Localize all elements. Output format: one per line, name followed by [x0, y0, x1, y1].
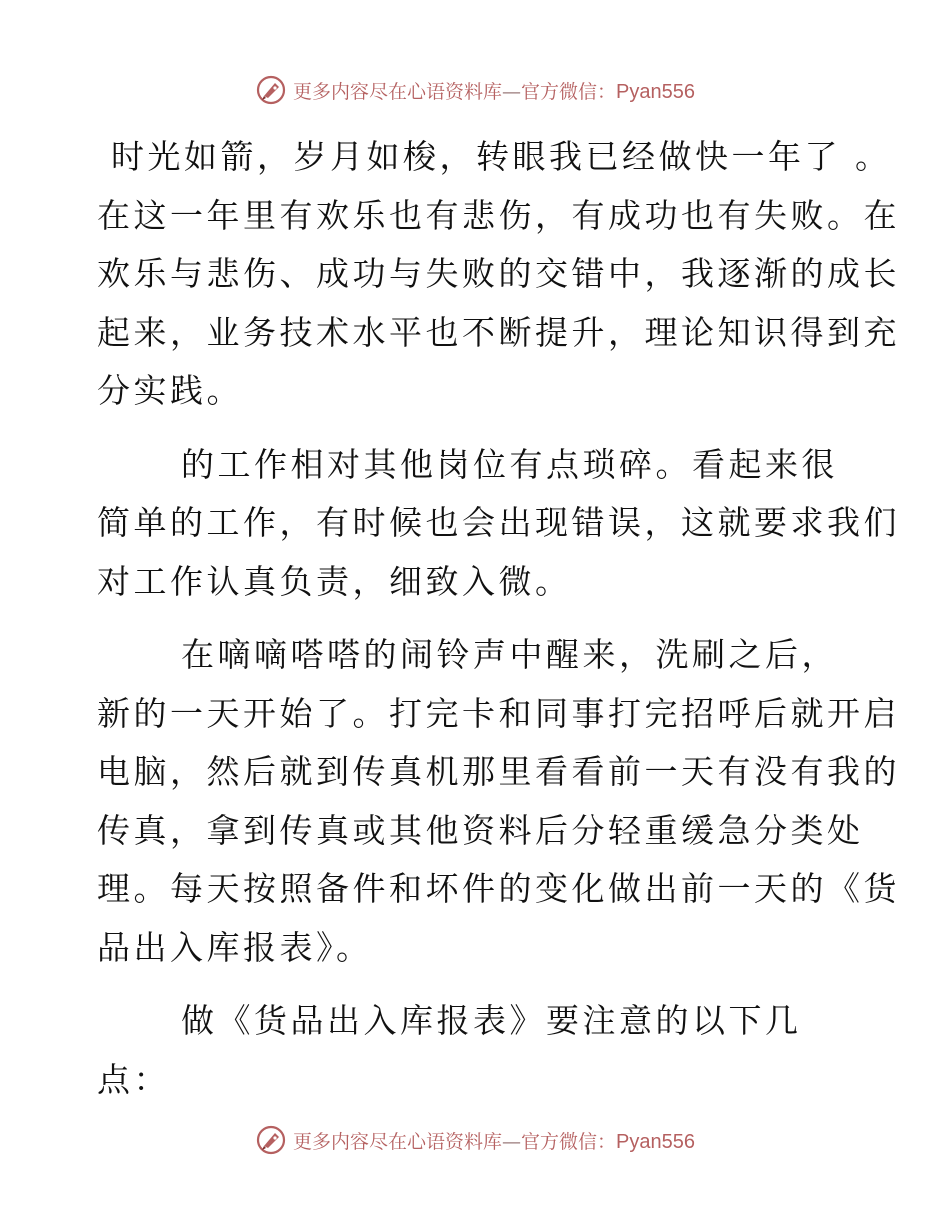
paragraph-1: [97, 128, 900, 421]
pen-nib-logo-icon: [255, 1124, 287, 1156]
text-line: 在这一年里有欢乐也有悲伤，有成功也有失败。在: [97, 195, 900, 235]
paragraph-2: [97, 436, 900, 612]
text-line: 时光如箭，岁月如梭，转眼我已经做快一年了 。: [97, 137, 892, 176]
text-line: 电脑，然后就到传真机那里看看前一天有没有我的: [97, 752, 900, 791]
header-watermark-wechat: 官方微信：: [521, 80, 617, 103]
footer-watermark-main: 更多内容尽在心语资料库: [293, 1130, 503, 1153]
text-line: 理。每天按照备件和坏件的变化做出前一天的《货: [97, 869, 900, 908]
header-watermark-sep: —: [502, 80, 522, 103]
footer-watermark-id: Pyan556: [616, 1130, 695, 1153]
header-watermark: [0, 70, 950, 110]
pen-nib-logo-icon: [255, 74, 287, 106]
header-watermark-main: 更多内容尽在心语资料库: [293, 80, 503, 103]
header-watermark-id: Pyan556: [616, 80, 695, 103]
footer-watermark-sep: —: [502, 1130, 522, 1153]
text-line: 分实践。: [97, 371, 243, 410]
text-line: 的工作相对其他岗位有点琐碎。看起来很: [97, 444, 838, 484]
footer-watermark-wechat: 官方微信：: [521, 1130, 617, 1153]
text-line: 做《货品出入库报表》要注意的以下几: [97, 1001, 802, 1040]
text-line: 欢乐与悲伤、成功与失败的交错中，我逐渐的成长: [97, 254, 900, 293]
text-line: 起来，业务技术水平也不断提升，理论知识得到充: [97, 312, 900, 352]
text-line: 传真，拿到传真或其他资料后分轻重缓急分类处: [97, 810, 864, 850]
text-line: 简单的工作，有时候也会出现错误，这就要求我们: [97, 503, 900, 542]
footer-watermark: [0, 1120, 950, 1160]
paragraph-3: [97, 626, 900, 977]
paragraph-4: [97, 992, 857, 1109]
text-line: 新的一天开始了。打完卡和同事打完招呼后就开启: [97, 693, 900, 733]
text-line: 点：: [97, 1059, 170, 1099]
document-body: [97, 128, 900, 1109]
text-line: 品出入库报表》。: [97, 927, 373, 967]
text-line: 在嘀嘀嗒嗒的闹铃声中醒来，洗刷之后，: [97, 635, 838, 674]
text-line: 对工作认真负责，细致入微。: [97, 561, 572, 601]
